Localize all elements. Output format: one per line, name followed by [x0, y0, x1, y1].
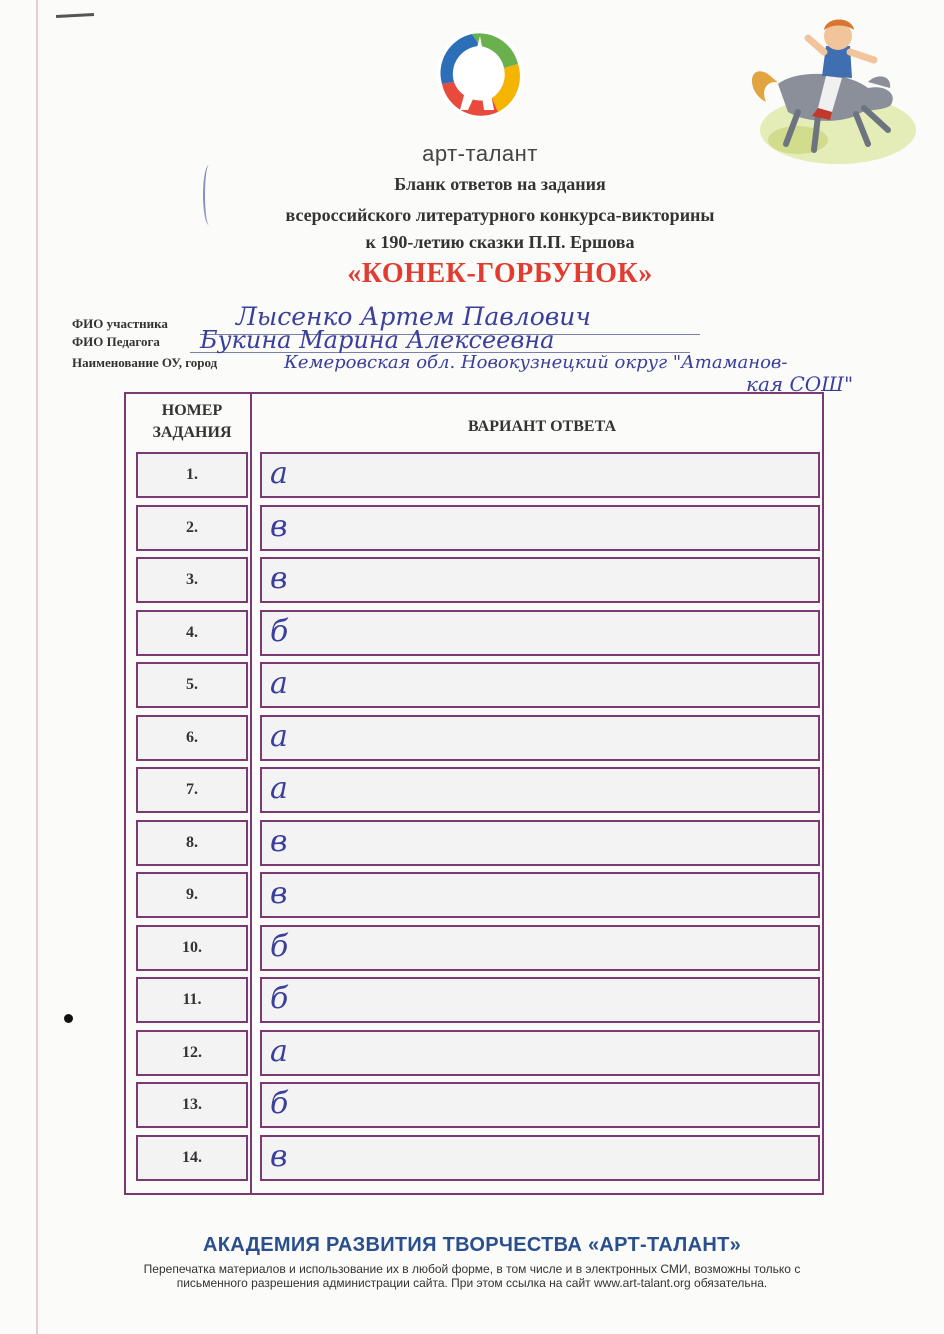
ink-dot [64, 1014, 73, 1023]
answer-cell [260, 977, 820, 1023]
handwritten-answer: б [270, 981, 289, 1016]
task-number: 7. [186, 781, 198, 798]
handwritten-answer: в [270, 508, 288, 544]
answer-row [136, 977, 820, 1023]
answer-cell [260, 610, 820, 656]
task-number: 4. [186, 623, 198, 641]
answer-row [136, 1135, 820, 1181]
answer-cell [260, 820, 820, 866]
footer-note [90, 1262, 854, 1290]
answer-row [136, 872, 820, 918]
teacher-label: ФИО Педагога [72, 334, 160, 349]
answer-row [136, 557, 820, 603]
col-number-header-line1: НОМЕР [161, 402, 223, 419]
task-number: 10. [182, 938, 202, 956]
answer-row [136, 452, 820, 498]
answer-row [136, 1082, 820, 1128]
handwritten-answer: а [270, 1033, 288, 1069]
school-value: Кемеровская обл. Новокузнецкий округ "Атаманов- [284, 352, 788, 373]
task-number: 3. [186, 571, 198, 588]
form-subheading: всероссийского литературного конкурса-викторины [285, 205, 715, 225]
task-number: 9. [186, 886, 198, 903]
art-talant-logo [432, 24, 528, 124]
contest-title: «КОНЕК-ГОРБУНОК» [347, 258, 653, 289]
task-number: 5. [186, 676, 198, 693]
task-number: 8. [186, 833, 198, 851]
answer-row [136, 925, 820, 971]
task-number: 14. [182, 1148, 202, 1166]
footer-title: АКАДЕМИЯ РАЗВИТИЯ ТВОРЧЕСТВА «АРТ-ТАЛАНТ» [202, 1234, 742, 1256]
answer-cell [260, 1135, 820, 1181]
participant-value: Лысенко Артем Павлович [236, 302, 591, 331]
task-number: 6. [186, 728, 198, 746]
form-heading: Бланк ответов на задания [394, 174, 606, 194]
answer-row [136, 820, 820, 866]
col-answer-header: ВАРИАНТ ОТВЕТА [468, 418, 616, 435]
corner-pen-mark [56, 13, 94, 18]
participant-label: ФИО участника [72, 316, 168, 331]
answer-row [136, 1030, 820, 1076]
footer-note-line1: Перепечатка материалов и использование их в любой форме, в том числе и в электронных СМИ, возможны только с [143, 1262, 801, 1276]
handwritten-answer: в [270, 561, 288, 596]
school-label: Наименование ОУ, город [72, 355, 218, 370]
handwritten-answer: а [270, 718, 288, 754]
teacher-value: Букина Марина Алексеевна [200, 326, 555, 354]
konek-gorbunok-illustration [738, 12, 918, 172]
col-number-header [136, 400, 248, 444]
answer-row [136, 662, 820, 708]
handwritten-answer: в [270, 823, 288, 859]
page-edge-line [36, 0, 38, 1334]
form-occasion: к 190-летию сказки П.П. Ершова [365, 232, 635, 252]
col-number-header-line2: ЗАДАНИЯ [152, 424, 232, 441]
answer-row [136, 610, 820, 656]
school-value-continued: кая СОШ" [746, 372, 854, 396]
task-number: 12. [182, 1043, 202, 1061]
answer-cell [260, 1082, 820, 1128]
answer-cell [260, 1030, 820, 1076]
handwritten-answer: а [270, 771, 288, 806]
footer-note-line2: письменного разрешения администрации сайта. При этом ссылка на сайт www.art-talant.org обязательна. [176, 1276, 768, 1290]
task-number: 13. [182, 1096, 202, 1113]
handwritten-answer: в [270, 876, 288, 911]
answer-cell [260, 662, 820, 708]
task-number: 1. [186, 466, 198, 483]
task-number: 2. [186, 518, 198, 536]
answer-cell [260, 557, 820, 603]
handwritten-answer: б [270, 1086, 289, 1121]
handwritten-answer: в [270, 1138, 288, 1174]
answer-cell [260, 767, 820, 813]
handwritten-answer: б [270, 928, 289, 964]
handwritten-answer: б [270, 613, 289, 649]
answer-cell [260, 872, 820, 918]
answer-row [136, 715, 820, 761]
brand-name: арт-талант [422, 141, 538, 166]
handwritten-answer: а [270, 666, 288, 701]
answer-row [136, 767, 820, 813]
answer-cell [260, 452, 820, 498]
task-number: 11. [182, 991, 202, 1008]
handwritten-answer: а [270, 456, 288, 491]
answer-cell [260, 715, 820, 761]
answer-cell [260, 925, 820, 971]
answer-cell [260, 505, 820, 551]
answer-row [136, 505, 820, 551]
